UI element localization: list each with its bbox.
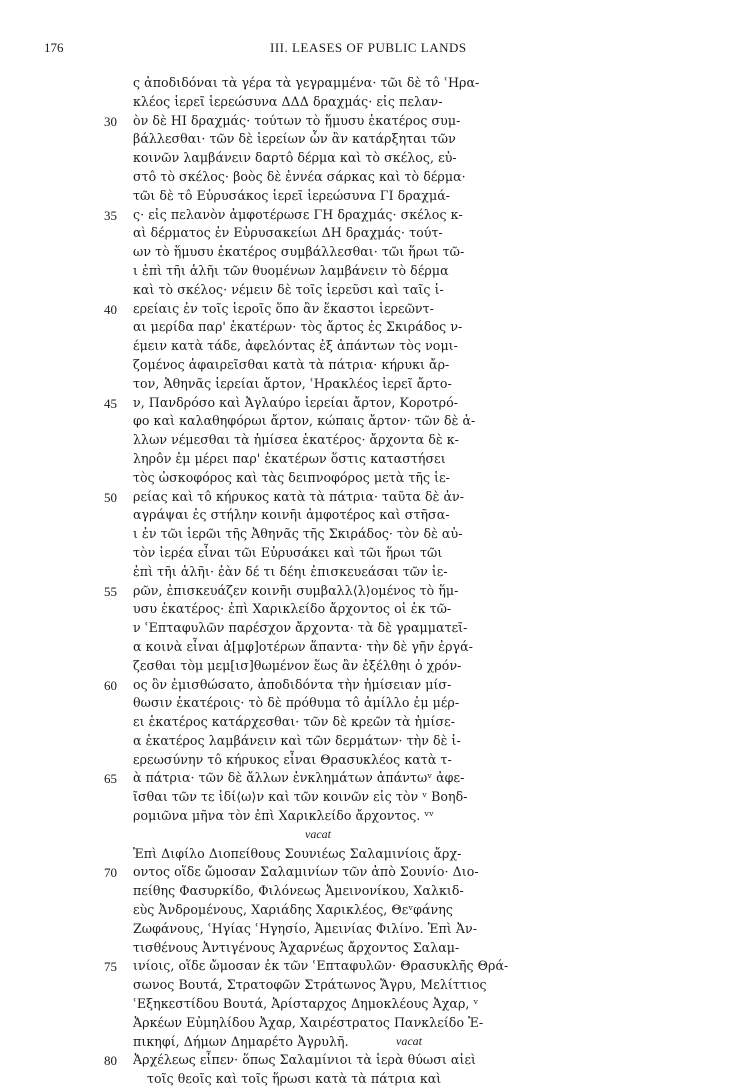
line-text: α ἑκατέρος λαμβάνειν καὶ τῶν δερμάτων· τὴν δὲ ἱ-	[133, 732, 461, 748]
text-line	[0, 808, 748, 827]
line-text: έμειν κατὰ τάδε, ἀφελόντας ἐξ ἁπάντων τὸς νομι-	[133, 338, 458, 354]
line-number: 80	[104, 1053, 117, 1069]
line-text: ων τὸ ἥμυσυ ἑκατέρος συμβάλλεσθαι· τῶι ἥρωι τῶ-	[133, 244, 465, 260]
line-text: τον, Ἀθηνᾶς ἱερείαι ἄρτον, ʿΗρακλέος ἱερεῖ ἄρτο-	[133, 375, 452, 391]
text-line	[0, 113, 748, 132]
text-line	[0, 470, 748, 489]
line-text: ὰ πάτρια· τῶν δὲ ἄλλων ἐνκλημάτων ἀπάντωᵛ ἀφε-	[133, 770, 465, 786]
line-text: στô τὸ σκέλος· βοὸς δὲ ἐννέα σάρκας καὶ τὸ δέρμα·	[133, 168, 466, 184]
text-line	[0, 658, 748, 677]
line-text: ς· εἰς πελανὸν ἀμφοτέρωσε ΓΗ δραχμάς· σκέλος κ-	[133, 206, 463, 222]
text-line	[0, 714, 748, 733]
text-line	[0, 883, 748, 902]
text-line	[0, 1071, 748, 1090]
line-text: ὸν δὲ ΗΙ δραχμάς· τούτων τὸ ἥμυσυ ἑκατέρος συμ-	[133, 112, 461, 128]
line-text: ινίοις, οἵδε ὤμοσαν ἐκ τῶν ʿΕπταφυλῶν· Θρασυκλῆς Θρά-	[133, 958, 509, 974]
line-number: 55	[104, 583, 117, 599]
text-line	[0, 225, 748, 244]
text-line	[0, 752, 748, 771]
line-text: αὶ δέρματος ἐν Εὐρυσακείωι ΔΗ δραχμάς· τούτ-	[133, 225, 443, 241]
line-text: αγράψαι ἐς στήλην κοινῆι ἀμφοτέρος καὶ στῆσα-	[133, 507, 450, 523]
text-line	[0, 1015, 748, 1034]
text-line	[0, 94, 748, 113]
text-line	[0, 131, 748, 150]
text-line	[0, 770, 748, 789]
line-text: α κοινὰ εἶναι ἀ[μφ]οτέρων ἅπαντα· τὴν δὲ γῆν ἐργά-	[133, 638, 473, 654]
line-text: ι ἐν τῶι ἱερῶι τῆς Ἀθηνᾶς τῆς Σκιράδος· τὸν δὲ αὐ-	[133, 526, 463, 542]
text-line	[0, 244, 748, 263]
line-text: φο καὶ καλαθηφόρωι ἄρτον, κώπαις ἄρτον· τῶν δὲ ἀ-	[133, 413, 476, 429]
running-title: III. LEASES OF PUBLIC LANDS	[270, 40, 467, 55]
line-text: σωνος Βουτά, Στρατοφῶν Στράτωνος Ἄγρυ, Μελίττιος	[133, 977, 487, 993]
line-text: ι ἐπὶ τῆι ἁλῆι τῶν θυομένων λαμβάνειν τὸ δέρμα	[133, 262, 449, 278]
line-number: 60	[104, 677, 117, 693]
text-line	[0, 695, 748, 714]
text-line	[0, 545, 748, 564]
line-text: καὶ τὸ σκέλος· νέμειν δὲ τοῖς ἱερεῦσι καὶ ταῖς ἱ-	[133, 281, 444, 297]
line-text: υσυ ἑκατέρος· ἐπὶ Χαρικλείδο ἄρχοντος οἱ ἐκ τῶ-	[133, 601, 452, 617]
text-line	[0, 413, 748, 432]
text-line	[0, 338, 748, 357]
line-text: ρείας καὶ τô κήρυκος κατὰ τὰ πάτρια· ταῦτα δὲ ἀν-	[133, 488, 465, 504]
line-text: ζομένος ἀφαιρεῖσθαι κατὰ τὰ πάτρια· κήρυκι ἄρ-	[133, 356, 450, 372]
line-text: ρομιῶνα μῆνα τὸν ἐπὶ Χαρικλείδο ἄρχοντος. ᵛᵛ	[133, 808, 434, 824]
text-line	[0, 996, 748, 1015]
line-text: κλέος ἱερεῖ ἱερεώσυνα ΔΔΔ δραχμάς· εἰς πελαν-	[133, 93, 443, 109]
text-line	[0, 319, 748, 338]
text-line	[0, 977, 748, 996]
text-line	[0, 789, 748, 808]
text-line	[0, 376, 748, 395]
line-text: ερεωσύνην τô κήρυκος εἶναι Θρασυκλέος κατὰ τ-	[133, 751, 452, 767]
line-text: Ἀρκέων Εὐμηλίδου Ἀχαρ, Χαιρέστρατος Πανκλείδο Ἐ-	[133, 1014, 484, 1030]
text-line	[0, 526, 748, 545]
line-text: τοῖς θεοῖς καὶ τοῖς ἥρωσι κατὰ τὰ πάτρια καὶ	[147, 1071, 442, 1087]
line-text: ἐπὶ τῆι ἁλῆι· ἐὰν δέ τι δέηι ἐπισκευεάσαι τῶν ἱε-	[133, 563, 448, 579]
line-text: ληρôν ἐμ μέρει παρ' ἑκατέρων ὅστις καταστήσει	[133, 450, 446, 466]
text-line	[0, 827, 748, 846]
text-line	[0, 639, 748, 658]
line-number: 45	[104, 395, 117, 411]
text-line	[0, 902, 748, 921]
text-line	[0, 357, 748, 376]
line-text: ει ἑκατέρος κατάρχεσθαι· τῶν δὲ κρεῶν τὰ ἡμίσε-	[133, 714, 456, 730]
line-text: ερείαις ἐν τοῖς ἱεροῖς ὅπο ἂν ἕκαστοι ἱερεῶντ-	[133, 300, 434, 316]
line-number: 30	[104, 113, 117, 129]
line-text: ς ἀποδιδόναι τὰ γέρα τὰ γεγραμμένα· τῶι δὲ τô ʿΗρα-	[133, 75, 480, 90]
line-text: ζεσθαι τὸμ μεμ[ισ]θωμένον ἕως ἂν ἐξέλθηι ὁ χρόν-	[133, 657, 462, 673]
line-number: 75	[104, 959, 117, 975]
line-number: 35	[104, 207, 117, 223]
line-text: βάλλεσθαι· τῶν δὲ ἱερείων ὧν ἂν κατάρξηται τῶν	[133, 131, 456, 147]
line-number: 70	[104, 865, 117, 881]
text-line	[0, 583, 748, 602]
text-line	[0, 921, 748, 940]
text-line	[0, 507, 748, 526]
text-line	[0, 1034, 748, 1053]
text-line	[0, 846, 748, 865]
text-line	[0, 489, 748, 508]
text-line	[0, 733, 748, 752]
line-text: κοινῶν λαμβάνειν δαρτô δέρμα καὶ τὸ σκέλος, εὐ-	[133, 150, 457, 166]
line-text: ν, Πανδρόσο καὶ Ἀγλαύρο ἱερείαι ἄρτον, Κοροτρό-	[133, 394, 459, 410]
line-text: εὺς Ἀνδρομένους, Χαριάδης Χαρικλέος, Θεᵛφάνης	[133, 902, 453, 918]
text-line	[0, 1052, 748, 1071]
line-text: ρῶν, ἐπισκευάζεν κοινῆι συμβαλλ⟨λ⟩ομένος τὸ ἥμ-	[133, 582, 459, 598]
line-text: ν ʿΕπταφυλῶν παρέσχον ἄρχοντα· τὰ δὲ γραμματεῖ-	[133, 620, 468, 636]
text-line	[0, 864, 748, 883]
line-number: 40	[104, 301, 117, 317]
line-text: τῶι δὲ τô Εὐρυσάκος ἱερεῖ ἱερεώσυνα ΓΙ δραχμά-	[133, 187, 451, 203]
line-text: ʿΕξηκεστίδου Βουτά, Ἀρίσταρχος Δημοκλέους Ἀχαρ, ᵛ	[133, 996, 479, 1012]
vacat-note: vacat	[305, 826, 331, 841]
line-text: τισθένους Ἀντιγένους Ἀχαρνέως ἄρχοντος Σαλαμ-	[133, 939, 460, 955]
line-text: οντος οἵδε ὤμοσαν Σαλαμινίων τῶν ἀπὸ Σουνίο· Διο-	[133, 864, 479, 880]
text-line	[0, 169, 748, 188]
inscription-text	[0, 75, 748, 1090]
text-line	[0, 677, 748, 696]
text-line	[0, 564, 748, 583]
text-line	[0, 150, 748, 169]
line-number: 50	[104, 489, 117, 505]
line-text: Ζωφάνους, ʿΗγίας ʿΗγησίο, Ἀμεινίας Φιλίνο. Ἐπὶ Ἀν-	[133, 920, 478, 936]
text-line	[0, 263, 748, 282]
line-text: πικηφί, Δήμων Δημαρέτο Ἀγρυλῆ.	[133, 1033, 349, 1049]
vacat-note: vacat	[396, 1033, 422, 1048]
text-line	[0, 188, 748, 207]
line-text: θωσιν ἑκατέροις· τὸ δὲ πρόθυμα τô ἀμίλλο ἐμ μέρ-	[133, 695, 460, 711]
page-number: 176	[44, 40, 64, 55]
line-text: τὸν ἱερέα εἶναι τῶι Εὐρυσάκει καὶ τῶι ἥρωι τῶι	[133, 544, 443, 560]
line-text: ος ὃν ἐμισθώσατο, ἀποδιδόντα τὴν ἡμίσειαν μίσ-	[133, 676, 452, 692]
text-line	[0, 940, 748, 959]
line-text: Ἀρχέλεως εἶπεν· ὅπως Σαλαμίνιοι τὰ ἱερὰ θύωσι αἰεὶ	[133, 1052, 477, 1068]
text-line	[0, 451, 748, 470]
text-line	[0, 601, 748, 620]
line-text: Ἐπὶ Διφίλο Διοπείθους Σουνιέως Σαλαμινίοις ἄρχ-	[133, 845, 462, 861]
text-line	[0, 301, 748, 320]
line-text: πείθης Φασυρκίδο, Φιλόνεως Ἀμεινονίκου, Χαλκιδ-	[133, 883, 464, 899]
line-number: 65	[104, 771, 117, 787]
text-line	[0, 282, 748, 301]
text-line	[0, 75, 748, 94]
text-line	[0, 958, 748, 977]
line-text: ῖσθαι τῶν τε ἰδί⟨ω⟩ν καὶ τῶν κοινῶν εἰς τὸν ᵛ Βοηδ-	[133, 789, 468, 805]
text-line	[0, 432, 748, 451]
text-line	[0, 620, 748, 639]
line-text: αι μερίδα παρ' ἑκατέρων· τὸς ἄρτος ἐς Σκιράδος ν-	[133, 319, 463, 335]
text-line	[0, 395, 748, 414]
line-text: τὸς ὠσκοφόρος καὶ τὰς δειπνοφόρος μετὰ τῆς ἱε-	[133, 469, 450, 485]
text-line	[0, 207, 748, 226]
line-text: λλων νέμεσθαι τὰ ἡμίσεα ἑκατέρος· ἄρχοντα δὲ κ-	[133, 432, 459, 448]
